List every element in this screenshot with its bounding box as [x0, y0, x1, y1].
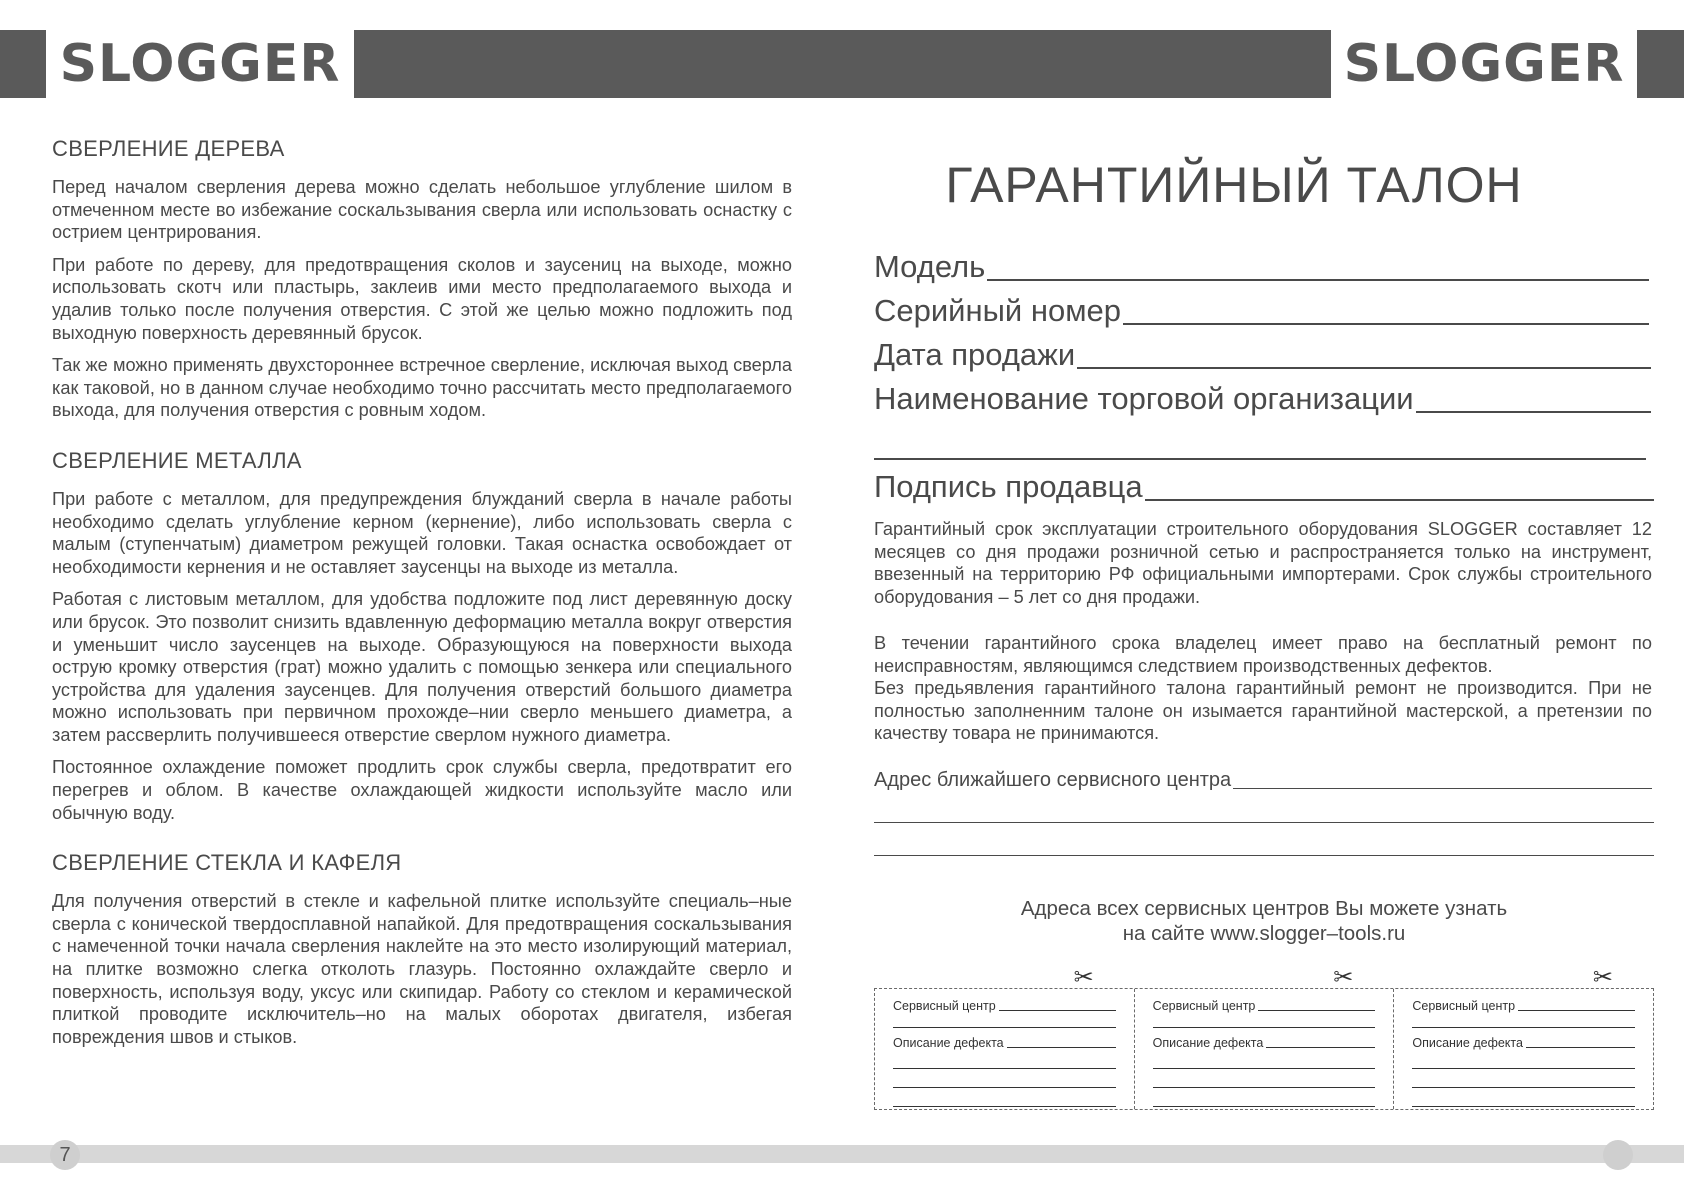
section-heading: СВЕРЛЕНИЕ МЕТАЛЛА [52, 447, 302, 473]
coupon-service-line [1258, 1010, 1375, 1011]
paragraph: При работе с металлом, для предупреждения блужданий сверла в начале работы необходимо сделать углубление керном (кернение), либо использовать сверла с малым (ступенчатым) диаметром режущей головки. Такая оснастка освобождает от необходимости кернения и не оставляет заусенцы на выходе из металла. [52, 488, 792, 577]
shop-label: Наименование торговой организации [874, 381, 1414, 416]
header-bar [354, 30, 1331, 98]
coupon-service-field[interactable] [893, 999, 1116, 1013]
section-wood [52, 136, 792, 422]
sale-date-line [1077, 366, 1651, 369]
coupon [875, 963, 1135, 1109]
coupon-service-label: Сервисный центр [1152, 999, 1256, 1013]
serial-field[interactable] [874, 294, 1649, 328]
coupon-rule[interactable] [893, 1068, 1116, 1069]
section-heading: СВЕРЛЕНИЕ СТЕКЛА И КАФЕЛЯ [52, 850, 402, 876]
coupon-rule[interactable] [1153, 1106, 1376, 1107]
serial-label: Серийный номер [874, 293, 1121, 328]
page-marker-right [1603, 1140, 1633, 1170]
shop-line [1416, 410, 1651, 413]
service-address-line-3[interactable] [874, 855, 1654, 856]
paragraph: Постоянное охлаждение поможет продлить срок службы сверла, предотвратит его перегрев и облом. В качестве охлаждающей жидкости используйте масло или обычную воду. [52, 757, 792, 823]
scissors-icon: ✂ [1333, 963, 1354, 991]
coupon-rule[interactable] [1412, 1027, 1635, 1028]
shop-field[interactable] [874, 382, 1651, 416]
coupon-defect-line [1526, 1047, 1635, 1048]
brand-logo-right: SLOGGER [1343, 34, 1625, 94]
coupon-service-field[interactable] [1412, 999, 1635, 1013]
scissors-icon: ✂ [1592, 963, 1614, 991]
service-address-line-2[interactable] [874, 822, 1654, 823]
warranty-title: ГАРАНТИЙНЫЙ ТАЛОН [945, 157, 1523, 213]
section-glass [52, 850, 792, 1048]
coupon-service-line [999, 1010, 1116, 1011]
site-note-line2: на сайте www.slogger–tools.ru [1122, 922, 1406, 945]
warranty-conditions: Без предьявления гарантийного талона гарантийный ремонт не производится. При не полностью заполненним талоне он изымается гарантийной мастерской, а претензии по качеству товара не принимаются. [874, 678, 1652, 744]
page-number: 7 [50, 1140, 80, 1170]
section-metal [52, 448, 792, 824]
coupon-rule[interactable] [1153, 1068, 1376, 1069]
coupon-rule[interactable] [1153, 1027, 1376, 1028]
coupon-defect-field[interactable] [893, 1036, 1116, 1050]
coupon [1135, 963, 1395, 1109]
coupon-rule[interactable] [893, 1027, 1116, 1028]
warranty-card [874, 150, 1654, 1050]
model-line [987, 278, 1649, 281]
header-strip-left [0, 30, 46, 98]
paragraph: Так же можно применять двухстороннее встречное сверление, исключая выход сверла как таковой, но в данном случае необходимо точно рассчитать место предполагаемого выхода, для получения отверстия с ровным ходом. [52, 355, 792, 421]
signature-field[interactable] [874, 470, 1654, 504]
section-heading: СВЕРЛЕНИЕ ДЕРЕВА [52, 136, 285, 161]
service-address-line [1233, 788, 1652, 789]
signature-line [1145, 498, 1654, 501]
scissors-icon: ✂ [1073, 963, 1094, 991]
coupon-defect-line [1266, 1047, 1375, 1048]
coupon-rule[interactable] [1412, 1106, 1635, 1107]
coupon-rule[interactable] [893, 1106, 1116, 1107]
coupon-rule[interactable] [1412, 1068, 1635, 1069]
service-address-field[interactable] [874, 768, 1652, 792]
coupon [1394, 963, 1653, 1109]
coupon-service-field[interactable] [1153, 999, 1376, 1013]
coupon-defect-label: Описание дефекта [1152, 1036, 1264, 1050]
tear-off-coupons [874, 963, 1654, 1110]
paragraph: При работе по дереву, для предотвращения сколов и заусениц на выходе, можно использовать скотч или пластырь, заклеив ими место предполагаемого выхода и удалив только после получения отверстия. С этой же целью можно подложить под выходную поверхность деревянный брусок. [52, 254, 792, 343]
instructions-column [52, 136, 792, 1074]
model-label: Модель [874, 249, 986, 284]
sale-date-field[interactable] [874, 338, 1651, 372]
coupon-service-label: Сервисный центр [1412, 999, 1516, 1013]
footer-bar [0, 1145, 1684, 1163]
brand-logo-left: SLOGGER [59, 34, 341, 94]
coupon-defect-label: Описание дефекта [893, 1036, 1004, 1050]
coupon-service-label: Сервисный центр [893, 999, 996, 1013]
shop-continuation-line[interactable] [874, 458, 1646, 460]
header-strip-right [1637, 30, 1684, 98]
coupon-rule[interactable] [893, 1087, 1116, 1088]
warranty-terms: Гарантийный срок эксплуатации строительного оборудования SLOGGER составляет 12 месяцев со дня продажи розничной сетью и распространяется только на инструмент, ввезенный на территорию РФ официальными импортерами. Срок службы строительного оборудования – 5 лет со дня продажи. [874, 519, 1652, 607]
warranty-rights: В течении гарантийного срока владелец имеет право на бесплатный ремонт по неисправностям, являющимся следствием производственных дефектов. [874, 633, 1652, 676]
site-note-line1: Адреса всех сервисных центров Вы можете узнать [1020, 897, 1508, 920]
coupon-defect-field[interactable] [1153, 1036, 1376, 1050]
coupon-defect-field[interactable] [1412, 1036, 1635, 1050]
paragraph: Перед началом сверления дерева можно сделать небольшое углубление шилом в отмеченном месте во избежание соскальзывания сверла или использовать оснастку с острием центрирования. [52, 177, 792, 243]
coupon-rule[interactable] [1153, 1087, 1376, 1088]
service-address-label: Адрес ближайшего сервисного центра [874, 769, 1232, 791]
coupon-defect-line [1007, 1047, 1116, 1048]
sale-date-label: Дата продажи [874, 337, 1076, 372]
serial-line [1123, 322, 1649, 325]
paragraph: Работая с листовым металлом, для удобства подложите под лист деревянную доску или брусок. Это позволит снизить вдавленную деформацию металла вокруг отверстия и уменьшит число заусенцев на выходе. Образующуюся на поверхности выхода острую кромку отверстия (грат) можно удалить с помощью зенкера или специального устройства для удаления заусенцев. Для получения отверстий большого диаметра можно использовать при первичном прохожде–нии сверло меньшего диаметра, а затем рассверлить получившееся отверстие сверлом нужного диаметра. [52, 589, 792, 745]
coupon-defect-label: Описание дефекта [1412, 1036, 1523, 1050]
signature-label: Подпись продавца [874, 469, 1143, 504]
model-field[interactable] [874, 250, 1649, 284]
paragraph: Для получения отверстий в стекле и кафельной плитке используйте специаль–ные сверла с конической твердосплавной напайкой. Для предотвращения соскальзывания с намеченной точки начала сверления наклейте на это место изолирующий материал, на плитке возможно слегка отколоть глазурь. Постоянно охлаждайте сверло и поверхность, используя воду, уксус или скипидар. Работу со стеклом и керамической плиткой проводите исключитель–но на малых оборотах двигателя, избегая повреждения швов и стыков. [52, 891, 792, 1047]
coupon-rule[interactable] [1412, 1087, 1635, 1088]
coupon-service-line [1518, 1010, 1635, 1011]
